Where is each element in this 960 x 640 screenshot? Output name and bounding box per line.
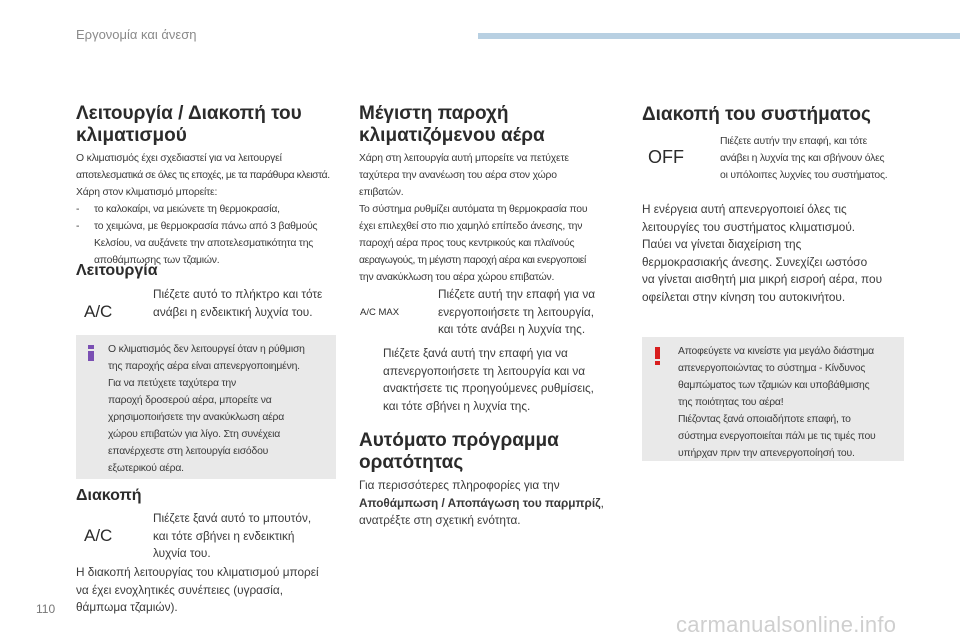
list-text: αποθάμπωσης των τζαμιών. [94, 255, 220, 266]
list-text: το χειμώνα, με θερμοκρασία πάνω από 3 βαθμούς [94, 221, 318, 232]
header-accent-bar [478, 33, 960, 39]
instruction-line: και τότε ανάβει η λυχνία της. [438, 322, 586, 336]
col3-text-line: θερμοκρασιακής άνεσης. Συνεχίζει ωστόσο [642, 254, 868, 269]
instruction-line: Πιέζετε αυτήν την επαφή, και τότε [720, 136, 867, 147]
note-line: Η διακοπή λειτουργίας του κλιματισμού μπορεί [76, 565, 319, 579]
ac-button-label-off: A/C [84, 526, 113, 545]
col3-text-line: λειτουργίες του συστήματος κλιματισμού. [642, 219, 856, 234]
instruction-line: ανάβει η ενδεικτική λυχνία του. [153, 304, 313, 319]
off-note [76, 564, 319, 617]
col1-title [76, 103, 302, 147]
col2-title [359, 103, 545, 147]
acmax-instruction [438, 286, 595, 339]
col2-intro-line: επιβατών. [359, 187, 404, 198]
auto-text-line [359, 495, 639, 513]
warning-line: Αποφεύγετε να κινείστε για μεγάλο διάστημα [678, 346, 874, 357]
info-line: εξωτερικού αέρα. [108, 463, 184, 474]
acmax-button-label: A/C MAX [360, 307, 400, 318]
info-line: επανέρχεστε στη λειτουργία εισόδου [108, 446, 269, 457]
auto-title-line2: ορατότητας [359, 452, 464, 473]
col2-intro-line: Χάρη στη λειτουργία αυτή μπορείτε να πετύχετε [359, 153, 569, 164]
instruction-line: οι υπόλοιπες λυχνίες του συστήματος. [720, 170, 888, 181]
auto-title-line1: Αυτόματο πρόγραμμα [359, 430, 559, 451]
again-instruction [383, 345, 594, 415]
list-dash: - [76, 221, 80, 232]
instruction-line: Πιέζετε ξανά αυτό το μπουτόν, [153, 511, 312, 525]
auto-text [359, 477, 639, 530]
warning-line: απενεργοποιώντας το σύστημα - Κίνδυνος [678, 363, 866, 374]
warning-text [678, 343, 900, 462]
section-title: Εργονομία και άνεση [76, 27, 197, 42]
warning-line: Πιέζοντας ξανά οποιαδήποτε επαφή, το [678, 414, 851, 425]
col2-intro-line: έχει επιλεχθεί στο πιο χαμηλό επίπεδο άνεσης, την [359, 221, 583, 232]
subheading-on: Λειτουργία [76, 262, 158, 279]
instruction-line: Πιέζετε ξανά αυτή την επαφή για να [383, 346, 568, 360]
instruction-line: απενεργοποιήσετε τη λειτουργία και να [383, 363, 586, 378]
info-icon [88, 345, 94, 361]
instruction-line: Πιέζετε αυτό το πλήκτρο και τότε [153, 287, 323, 301]
watermark: carmanualsonline.info [676, 612, 897, 637]
auto-text-line: ανατρέξτε στη σχετική ενότητα. [359, 513, 521, 527]
note-line: να έχει ενοχλητικές συνέπειες (υγρασία, [76, 582, 283, 597]
col3-text-line: να γίνεται αισθητή μια μικρή εισροή αέρα, που [642, 272, 883, 286]
off-instruction [153, 510, 311, 563]
info-line: παροχή δροσερού αέρα, μπορείτε να [108, 395, 272, 406]
col3-title: Διακοπή του συστήματος [642, 104, 871, 125]
instruction-line: ανακτήσετε τις προηγούμενες ρυθμίσεις, [383, 381, 594, 395]
col2-title-line2: κλιματιζόμενου αέρα [359, 125, 545, 146]
col2-intro-line: παροχή αέρα προς τους κεντρικούς και πλαϊνούς [359, 238, 575, 249]
warning-line: θαμπώματος των τζαμιών και υποβάθμισης [678, 380, 870, 391]
instruction-line: ανάβει η λυχνία της και σβήνουν όλες [720, 153, 885, 164]
col1-intro-line: Χάρη στον κλιματισμό μπορείτε: [76, 187, 218, 198]
col3-off-instruction [720, 133, 920, 184]
col2-intro-line: την ανακύκλωση του αέρα χώρου επιβατών. [359, 272, 555, 283]
info-text [108, 341, 333, 477]
col3-text-line: Η ενέργεια αυτή απενεργοποιεί όλες τις [642, 202, 847, 216]
warning-icon [655, 347, 661, 365]
warning-box [642, 337, 904, 461]
info-line: Ο κλιματισμός δεν λειτουργεί όταν η ρύθμιση [108, 344, 305, 355]
col1-intro [76, 150, 346, 269]
warning-line: υπήρχαν πριν την απενεργοποίησή του. [678, 448, 855, 459]
ac-button-label-on: A/C [84, 302, 113, 321]
col1-intro-line: αποτελεσματικά σε όλες τις εποχές, με τα παράθυρα κλειστά. [76, 170, 330, 181]
instruction-line: και τότε σβήνει η λυχνία της. [383, 398, 531, 413]
auto-text-line: Για περισσότερες πληροφορίες για την [359, 478, 560, 492]
col1-intro-line: Ο κλιματισμός έχει σχεδιαστεί για να λειτουργεί [76, 153, 282, 164]
warning-line: σύστημα ενεργοποιείται πάλι με τις τιμές που [678, 431, 876, 442]
col3-text [642, 201, 922, 306]
list-dash: - [76, 204, 80, 215]
info-line: χώρου επιβατών για λίγο. Στη συνέχεια [108, 429, 281, 440]
col2-intro-line: αεραγωγούς, τη μέγιστη παροχή αέρα και ενεργοποιεί [359, 255, 586, 266]
instruction-line: Πιέζετε αυτή την επαφή για να [438, 287, 596, 301]
instruction-line: ενεργοποιήσετε τη λειτουργία, [438, 304, 594, 319]
subheading-off: Διακοπή [76, 487, 142, 504]
auto-text-comma: , [600, 495, 604, 510]
col3-text-line: οφείλεται στην κίνηση του αυτοκινήτου. [642, 289, 846, 304]
auto-title [359, 430, 559, 474]
auto-text-link: Αποθάμπωση / Αποπάγωση του παρμπρίζ [359, 495, 601, 510]
col2-title-line1: Μέγιστη παροχή [359, 103, 509, 124]
on-instruction [153, 286, 322, 321]
col2-intro-line: Το σύστημα ρυθμίζει αυτόματα τη θερμοκρασία που [359, 204, 588, 215]
info-box [76, 335, 336, 479]
col1-title-line1: Λειτουργία / Διακοπή του [76, 103, 302, 124]
col2-intro-line: ταχύτερα την ανανέωση του αέρα στον χώρο [359, 170, 557, 181]
off-button-label: OFF [648, 147, 684, 167]
instruction-line: λυχνία του. [153, 546, 211, 560]
warning-line: της ποιότητας του αέρα! [678, 397, 784, 408]
list-text: το καλοκαίρι, να μειώνετε τη θερμοκρασία, [94, 204, 280, 215]
info-line: χρησιμοποιήσετε την ανακύκλωση αέρα [108, 412, 285, 423]
col3-text-line: Παύει να γίνεται διαχείριση της [642, 237, 802, 251]
col1-title-line2: κλιματισμού [76, 125, 187, 146]
info-line: της παροχής αέρα είναι απενεργοποιημένη. [108, 361, 300, 372]
page-number: 110 [36, 602, 56, 616]
col2-intro [359, 150, 629, 286]
col1-list-item [76, 201, 346, 218]
list-text: Κελσίου, να αυξάνετε την αποτελεσματικότητα της [94, 238, 314, 249]
instruction-line: και τότε σβήνει η ενδεικτική [153, 528, 295, 543]
note-line: θάμπωμα τζαμιών). [76, 600, 178, 614]
info-line: Για να πετύχετε ταχύτερα την [108, 378, 236, 389]
